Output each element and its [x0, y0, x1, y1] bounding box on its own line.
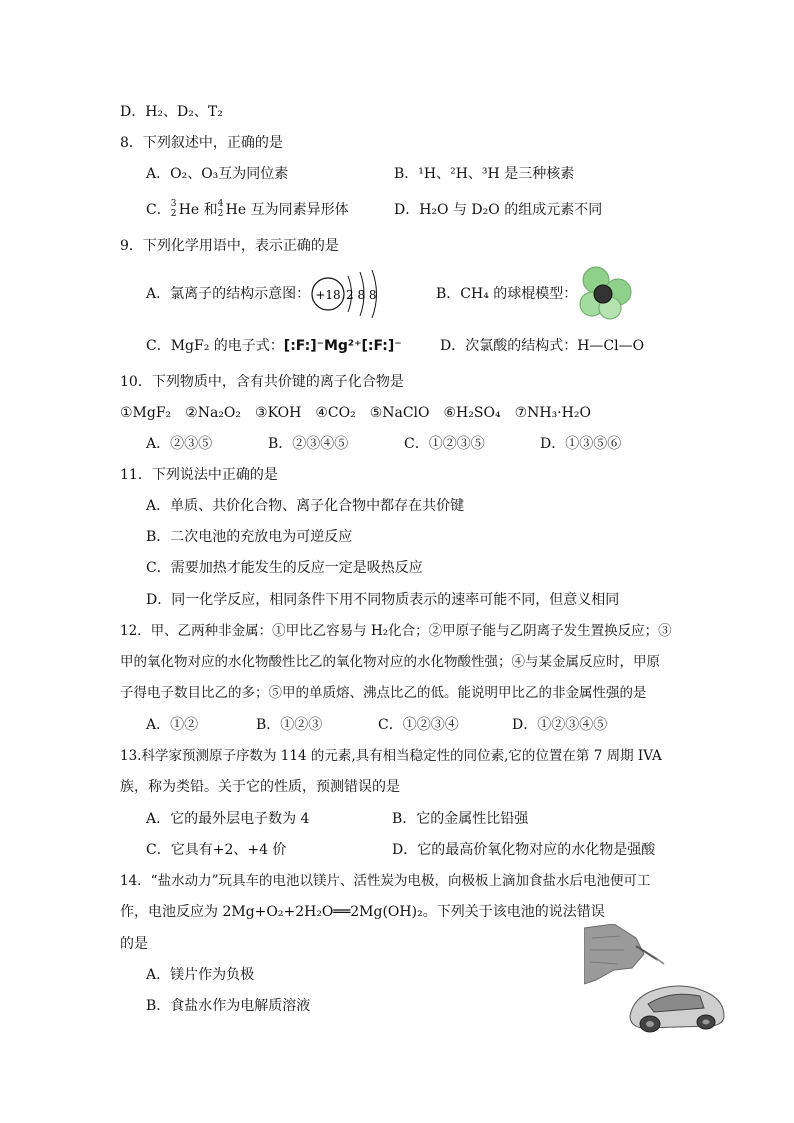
q14-stem-line1: 14．“盐水动力”玩具车的电池以镁片、活性炭为电极，向极板上滴加食盐水后电池便可工 [120, 873, 651, 889]
q12-stem-line3: 子得电子数目比乙的多；⑤甲的单质熔、沸点比乙的低。能说明甲比乙的非金属性强的是 [120, 685, 647, 701]
q9-option-c-prefix: C．MgF₂ 的电子式： [146, 338, 284, 354]
q12-option-d: D．①②③④⑤ [512, 717, 608, 733]
q12-option-b: B．①②③ [256, 717, 323, 733]
q11-option-d: D．同一化学反应，相同条件下用不同物质表示的速率可能不同，但意义相同 [146, 592, 620, 608]
q14-stem-line3: 的是 [120, 936, 148, 952]
q14-stem-line2: 作，电池反应为 2Mg+O₂+2H₂O══2Mg(OH)₂。下列关于该电池的说法错误 [120, 904, 605, 920]
isotope-notation: 3 2 [170, 199, 177, 219]
q8-option-b: B．¹H、²H、³H 是三种核素 [394, 166, 575, 182]
salt-water-toy-car-image [584, 924, 728, 1036]
q8-option-a: A．O₂、O₃互为同位素 [146, 166, 289, 182]
isotope-notation: 4 2 [217, 199, 224, 219]
q10-option-b: B．②③④⑤ [268, 436, 349, 452]
q8-option-c-element2: He 互为同素异形体 [225, 202, 349, 218]
nucleus-charge: +18 [315, 288, 341, 302]
q12-option-c: C．①②③④ [378, 717, 459, 733]
q9-option-b: B．CH₄ 的球棍模型： [436, 286, 578, 302]
q10-substance-list: ①MgF₂ ②Na₂O₂ ③KOH ④CO₂ ⑤NaClO ⑥H₂SO₄ ⑦NH₃·H₂O [120, 405, 591, 421]
q12-stem-line1: 12．甲、乙两种非金属：①甲比乙容易与 H₂化合；②甲原子能与乙阴离子发生置换反应；③ [120, 623, 672, 639]
q12-option-a: A．①② [146, 717, 199, 733]
q11-stem: 11．下列说法中正确的是 [120, 467, 278, 483]
q9-option-a: A．氯离子的结构示意图： [146, 286, 311, 302]
q11-option-c: C．需要加热才能发生的反应一定是吸热反应 [146, 560, 423, 576]
q8-option-c-element1: He 和 [178, 202, 218, 218]
q9-stem: 9．下列化学用语中，表示正确的是 [120, 238, 339, 254]
q13-stem-line2: 族，称为类铅。关于它的性质，预测错误的是 [120, 779, 400, 795]
q13-option-a: A．它的最外层电子数为 4 [146, 811, 310, 827]
q8-option-c [146, 200, 349, 220]
methane-model-image [572, 262, 636, 324]
q13-stem-line1: 13.科学家预测原子序数为 114 的元素,具有相当稳定性的同位素,它的位置在第 7 周期 IVA [120, 748, 662, 764]
q10-option-d: D．①③⑤⑥ [540, 436, 622, 452]
q8-option-c-prefix: C． [146, 202, 171, 218]
q8-stem: 8．下列叙述中，正确的是 [120, 135, 283, 151]
q9-option-d: D．次氯酸的结构式：H—Cl—O [440, 338, 645, 354]
q8-option-d: D．H₂O 与 D₂O 的组成元素不同 [394, 202, 603, 218]
q11-option-b: B．二次电池的充放电为可逆反应 [146, 529, 353, 545]
q12-stem-line2: 甲的氧化物对应的水化物酸性比乙的氧化物对应的水化物酸性强；④与某金属反应时，甲原 [120, 654, 660, 670]
q11-option-a: A．单质、共价化合物、离子化合物中都存在共价键 [146, 498, 465, 514]
q13-option-c: C．它具有+2、+4 价 [146, 842, 287, 858]
q14-option-a: A．镁片作为负极 [146, 967, 255, 983]
shell-electrons: 2 8 8 [346, 288, 377, 302]
chloride-ion-diagram [308, 266, 398, 324]
q10-option-a: A．②③⑤ [146, 436, 213, 452]
q9-option-c [146, 336, 402, 356]
mgf2-electron-formula: [:F:]⁻Mg²⁺[:F:]⁻ [283, 338, 402, 354]
q10-stem: 10．下列物质中，含有共价键的离子化合物是 [120, 374, 404, 390]
prev-option-d: D．H₂、D₂、T₂ [120, 104, 223, 120]
q13-option-b: B．它的金属性比铅强 [392, 811, 529, 827]
q10-option-c: C．①②③⑤ [404, 436, 485, 452]
q13-option-d: D．它的最高价氧化物对应的水化物是强酸 [392, 842, 656, 858]
q14-option-b: B．食盐水作为电解质溶液 [146, 998, 311, 1014]
